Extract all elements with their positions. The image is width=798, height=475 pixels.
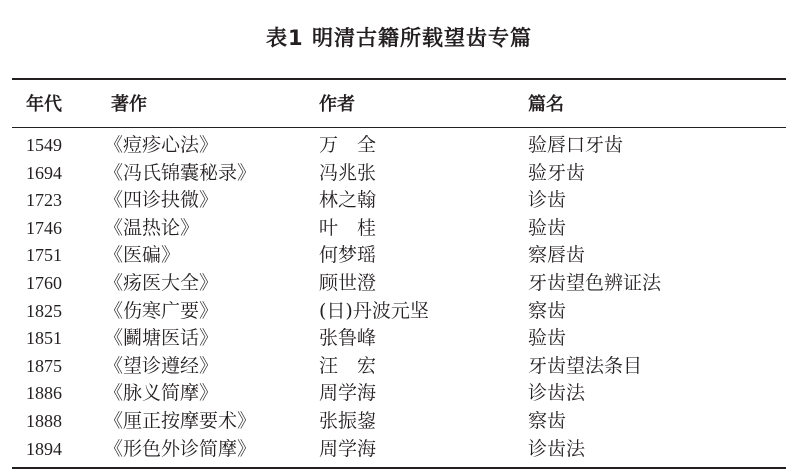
- cell-author: 张振鋆: [319, 409, 377, 432]
- cell-author: 林之翰: [319, 189, 377, 212]
- cell-year: 1875: [26, 355, 62, 376]
- table-bottom-rule: [12, 467, 786, 469]
- cell-work: 《伤寒广要》: [104, 299, 219, 322]
- cell-year: 1894: [26, 438, 62, 459]
- header-work: 著作: [111, 94, 147, 115]
- cell-work: 《四诊抉微》: [104, 189, 219, 212]
- table-row: [0, 380, 798, 408]
- cell-chapter: 验唇口牙齿: [528, 134, 624, 156]
- cell-chapter: 牙齿望法条目: [528, 354, 643, 377]
- table-header-rule: [12, 127, 786, 128]
- cell-author: 冯兆张: [319, 161, 377, 184]
- table-header: [0, 90, 798, 118]
- cell-chapter: 诊齿: [528, 189, 567, 212]
- cell-year: 1825: [26, 300, 62, 321]
- table-row: [0, 132, 798, 160]
- cell-chapter: 牙齿望色辨证法: [528, 271, 662, 294]
- table-row: [0, 160, 798, 188]
- cell-year: 1888: [26, 410, 62, 431]
- table-top-rule: [12, 78, 786, 80]
- cell-year: 1851: [26, 328, 62, 349]
- cell-year: 1746: [26, 217, 62, 238]
- cell-year: 1751: [26, 245, 62, 266]
- cell-author: 汪 宏: [319, 354, 377, 377]
- cell-chapter: 察齿: [528, 409, 567, 432]
- cell-chapter: 验齿: [528, 327, 567, 350]
- cell-work: 《医碥》: [104, 244, 181, 267]
- cell-year: 1723: [26, 190, 62, 211]
- cell-chapter: 验齿: [528, 216, 567, 239]
- cell-work: 《望诊遵经》: [104, 354, 219, 377]
- cell-author: 叶 桂: [319, 216, 377, 239]
- cell-work: 《形色外诊简摩》: [104, 437, 257, 460]
- cell-chapter: 察唇齿: [528, 244, 586, 267]
- table-row: [0, 408, 798, 436]
- cell-year: 1549: [26, 135, 62, 155]
- header-year: 年代: [26, 94, 62, 115]
- cell-author: (日)丹波元坚: [319, 299, 429, 322]
- table-body: [0, 132, 798, 463]
- cell-author: 张鲁峰: [319, 327, 377, 350]
- table-row: [0, 215, 798, 243]
- cell-author: 周学海: [319, 437, 377, 460]
- cell-year: 1886: [26, 383, 62, 404]
- cell-year: 1760: [26, 272, 62, 293]
- cell-work: 《厘正按摩要术》: [104, 409, 257, 432]
- table-title: 表1 明清古籍所载望齿专篇: [266, 26, 532, 50]
- cell-author: 何梦瑶: [319, 244, 377, 267]
- table-row: [0, 436, 798, 464]
- cell-chapter: 诊齿法: [528, 437, 586, 460]
- cell-chapter: 诊齿法: [528, 382, 586, 405]
- cell-work: 《疡医大全》: [104, 271, 219, 294]
- table-row: [0, 353, 798, 381]
- cell-year: 1694: [26, 162, 62, 183]
- header-chapter: 篇名: [528, 94, 564, 115]
- table-row: [0, 242, 798, 270]
- header-author: 作者: [319, 94, 355, 115]
- table-row: [0, 325, 798, 353]
- table-row: [0, 187, 798, 215]
- cell-work: 《鬬塘医话》: [104, 327, 219, 350]
- cell-work: 《脉义简摩》: [104, 382, 219, 405]
- table-row: [0, 298, 798, 326]
- cell-author: 周学海: [319, 382, 377, 405]
- cell-work: 《冯氏锦囊秘录》: [104, 161, 257, 184]
- cell-chapter: 验牙齿: [528, 161, 586, 184]
- table-row: [0, 270, 798, 298]
- cell-chapter: 察齿: [528, 299, 567, 322]
- cell-author: 万 全: [319, 134, 377, 156]
- cell-work: 《温热论》: [104, 216, 200, 239]
- cell-work: 《痘疹心法》: [104, 134, 219, 156]
- cell-author: 顾世澄: [319, 271, 377, 294]
